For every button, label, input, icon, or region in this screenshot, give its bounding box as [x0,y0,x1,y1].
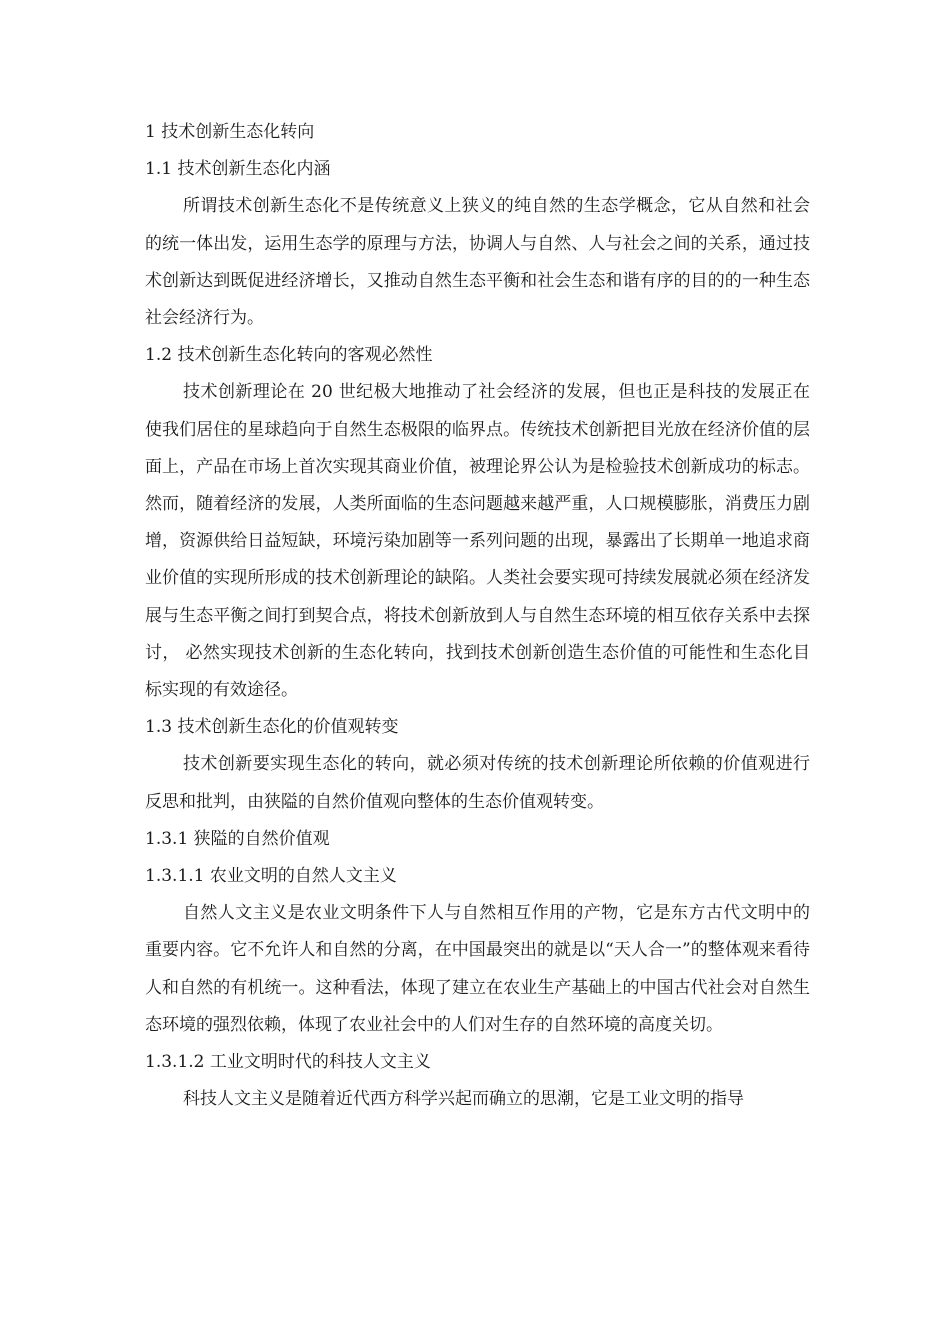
section-heading-1-3: 1.3 技术创新生态化的价值观转变 [145,717,399,738]
section-heading-1-2: 1.2 技术创新生态化转向的客观必然性 [145,345,433,366]
paragraph-2: 技术创新理论在 20 世纪极大地推动了社会经济的发展，但也正是科技的发展正在使我们居住的星球趋向于自然生态极限的临界点。传统技术创新把目光放在经济价值的层面上，产品在市场上首次实现其商业价值，被理论界公认为是检验技术创新成功的标志。然而，随着经济的发展，人类所面临的生态问题越来越严重，人口规模膨胀，消费压力剧增，资源供给日益短缺，环境污染加剧等一系列问题的出现，暴露出了长期单一地追求商业价值的实现所形成的技术创新理论的缺陷。人类社会要实现可持续发展就必须在经济发展与生态平衡之间打到契合点，将技术创新放到人与自然生态环境的相互依存关系中去探讨， 必然实现技术创新的生态化转向，找到技术创新创造生态价值的可能性和生态化目标实现的有效途径。 [145,382,810,700]
paragraph-1: 所谓技术创新生态化不是传统意义上狭义的纯自然的生态学概念，它从自然和社会的统一体出发，运用生态学的原理与方法，协调人与自然、人与社会之间的关系，通过技术创新达到既促进经济增长，又推动自然生态平衡和社会生态和谐有序的目的的一种生态社会经济行为。 [145,196,810,328]
document-body [145,114,810,1118]
section-heading-1: 1 技术创新生态化转向 [145,122,315,142]
section-heading-1-1: 1.1 技术创新生态化内涵 [145,159,331,180]
paragraph-4: 自然人文主义是农业文明条件下人与自然相互作用的产物，它是东方古代文明中的重要内容。它不允许人和自然的分离，在中国最突出的就是以“天人合一”的整体观来看待人和自然的有机统一。这种看法，体现了建立在农业生产基础上的中国古代社会对自然生态环境的强烈依赖，体现了农业社会中的人们对生存的自然环境的高度关切。 [145,903,810,1035]
section-heading-1-3-1: 1.3.1 狭隘的自然价值观 [145,828,330,849]
section-heading-1-3-1-2: 1.3.1.2 工业文明时代的科技人文主义 [145,1051,431,1072]
section-heading-1-3-1-1: 1.3.1.1 农业文明的自然人文主义 [145,865,397,886]
paragraph-3: 技术创新要实现生态化的转向，就必须对传统的技术创新理论所依赖的价值观进行反思和批判，由狭隘的自然价值观向整体的生态价值观转变。 [145,754,810,812]
paragraph-5: 科技人文主义是随着近代西方科学兴起而确立的思潮，它是工业文明的指导 [183,1089,744,1110]
